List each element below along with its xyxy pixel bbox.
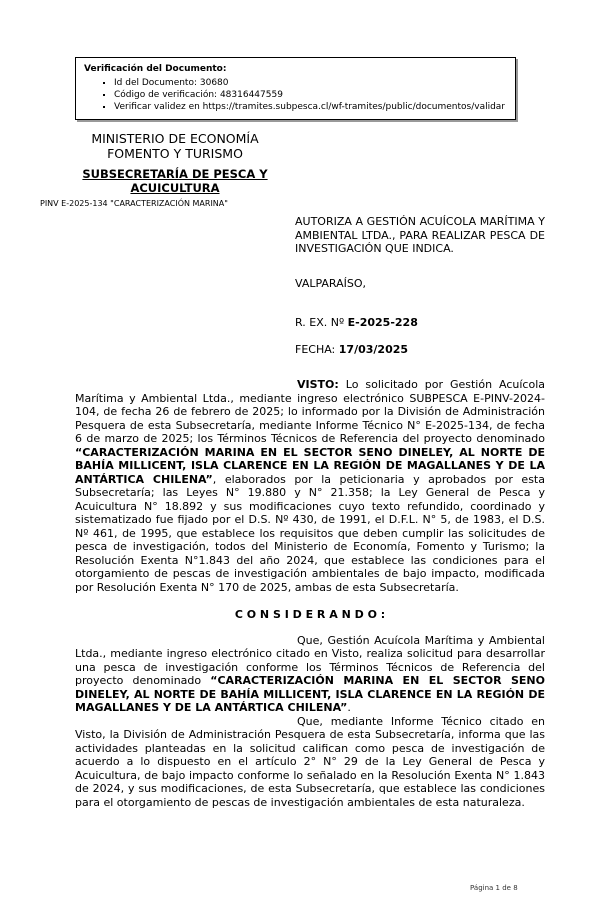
project-reference: PINV E-2025-134 "CARACTERIZACIÓN MARINA"	[40, 199, 228, 208]
city-line: VALPARAÍSO,	[295, 276, 367, 290]
verification-box	[75, 57, 516, 120]
page-number: Página 1 de 8	[470, 884, 518, 892]
verification-item-document-id: ▪ Id del Documento: 30680	[114, 77, 508, 89]
subsecretaria-line-1: SUBSECRETARÍA DE PESCA Y	[82, 167, 268, 181]
date-line	[295, 343, 545, 357]
resolution-number: E-2025-228	[347, 316, 418, 329]
letterhead	[50, 131, 300, 195]
resolution-body	[75, 378, 545, 809]
ministry-name	[50, 131, 300, 161]
verification-item-url: ▪ Verificar validez en https://tramites.subpesca.cl/wf-tramites/public/documentos/validar	[114, 101, 508, 113]
resolution-label: R. EX. Nº	[295, 316, 348, 329]
considerando-heading: C O N S I D E R A N D O :	[234, 608, 386, 621]
resolution-number-line	[295, 316, 545, 330]
resolution-title-block	[295, 215, 545, 356]
considerando-paragraph-1: Que, Gestión Acuícola Marítima y Ambiental Ltda., mediante ingreso electrónico citado en Visto, realiza solicitud para desarrollar una pesca de investigación conforme los Términos Técnicos de Referencia del proyecto denominado “CARACTERIZACIÓN MARINA EN EL SECTOR SENO DINELEY, AL NORTE DE BAHÍA MILLICENT, ISLA CLARENCE EN LA REGIÓN DE MAGALLANES Y DE LA ANTÁRTICA CHILENA”.	[75, 633, 545, 714]
ministry-line-2: FOMENTO Y TURISMO	[107, 146, 243, 161]
subsecretaria-name	[50, 167, 300, 195]
date-label: FECHA:	[295, 342, 339, 356]
verification-item-code: ▪ Código de verificación: 48316447559	[114, 89, 508, 101]
considerando-paragraph-2: Que, mediante Informe Técnico citado en Visto, la División de Administración Pesquera de esta Subsecretaría, informa que las actividades planteadas en la solicitud califican como pesca de investigación de acuerdo a lo dispuesto en el artículo 2° N° 29 de la Ley General de Pesca y Acuicultura, de bajo impacto conforme lo señalado en la Resolución Exenta N° 1.843 de 2024, y sus modificaciones, de esta Subsecretaría, que establece las condiciones para el otorgamiento de pescas de investigación ambientales de esta naturaleza.	[75, 714, 545, 809]
date-value: 17/03/2025	[338, 342, 409, 356]
resolution-subject: AUTORIZA A GESTIÓN ACUÍCOLA MARÍTIMA Y AMBIENTAL LTDA., PARA REALIZAR PESCA DE INVESTIGACIÓN QUE INDICA.	[295, 215, 545, 255]
verification-title: Verificación del Documento:	[84, 64, 227, 74]
verification-list	[84, 77, 508, 113]
ministry-line-1: MINISTERIO DE ECONOMÍA	[91, 131, 259, 146]
visto-paragraph: VISTO: Lo solicitado por Gestión Acuícola Marítima y Ambiental Ltda., mediante ingreso electrónico SUBPESCA E-PINV-2024-104, de fecha 26 de febrero de 2025; lo informado por la División de Administración Pesquera de esta Subsecretaría, mediante Informe Técnico N° E-2025-134, de fecha 6 de marzo de 2025; los Términos Técnicos de Referencia del proyecto denominado “CARACTERIZACIÓN MARINA EN EL SECTOR SENO DINELEY, AL NORTE DE BAHÍA MILLICENT, ISLA CLARENCE EN LA REGIÓN DE MAGALLANES Y DE LA ANTÁRTICA CHILENA”, elaborados por la peticionaria y aprobados por esta Subsecretaría; las Leyes N° 19.880 y N° 21.358; la Ley General de Pesca y Acuicultura N° 18.892 y sus modificaciones cuyo texto refundido, coordinado y sistematizado fue fijado por el D.S. Nº 430, de 1991, el D.F.L. N° 5, de 1983, el D.S. Nº 461, de 1995, que establece los requisitos que deben cumplir las solicitudes de pesca de investigación, todos del Ministerio de Economía, Fomento y Turismo; la Resolución Exenta N°1.843 del año 2024, que establece las condiciones para el otorgamiento de pescas de investigación ambientales de bajo impacto, modificada por Resolución Exenta N° 170 de 2025, ambas de esta Subsecretaría.	[75, 378, 545, 594]
subsecretaria-line-2: ACUICULTURA	[130, 181, 220, 195]
